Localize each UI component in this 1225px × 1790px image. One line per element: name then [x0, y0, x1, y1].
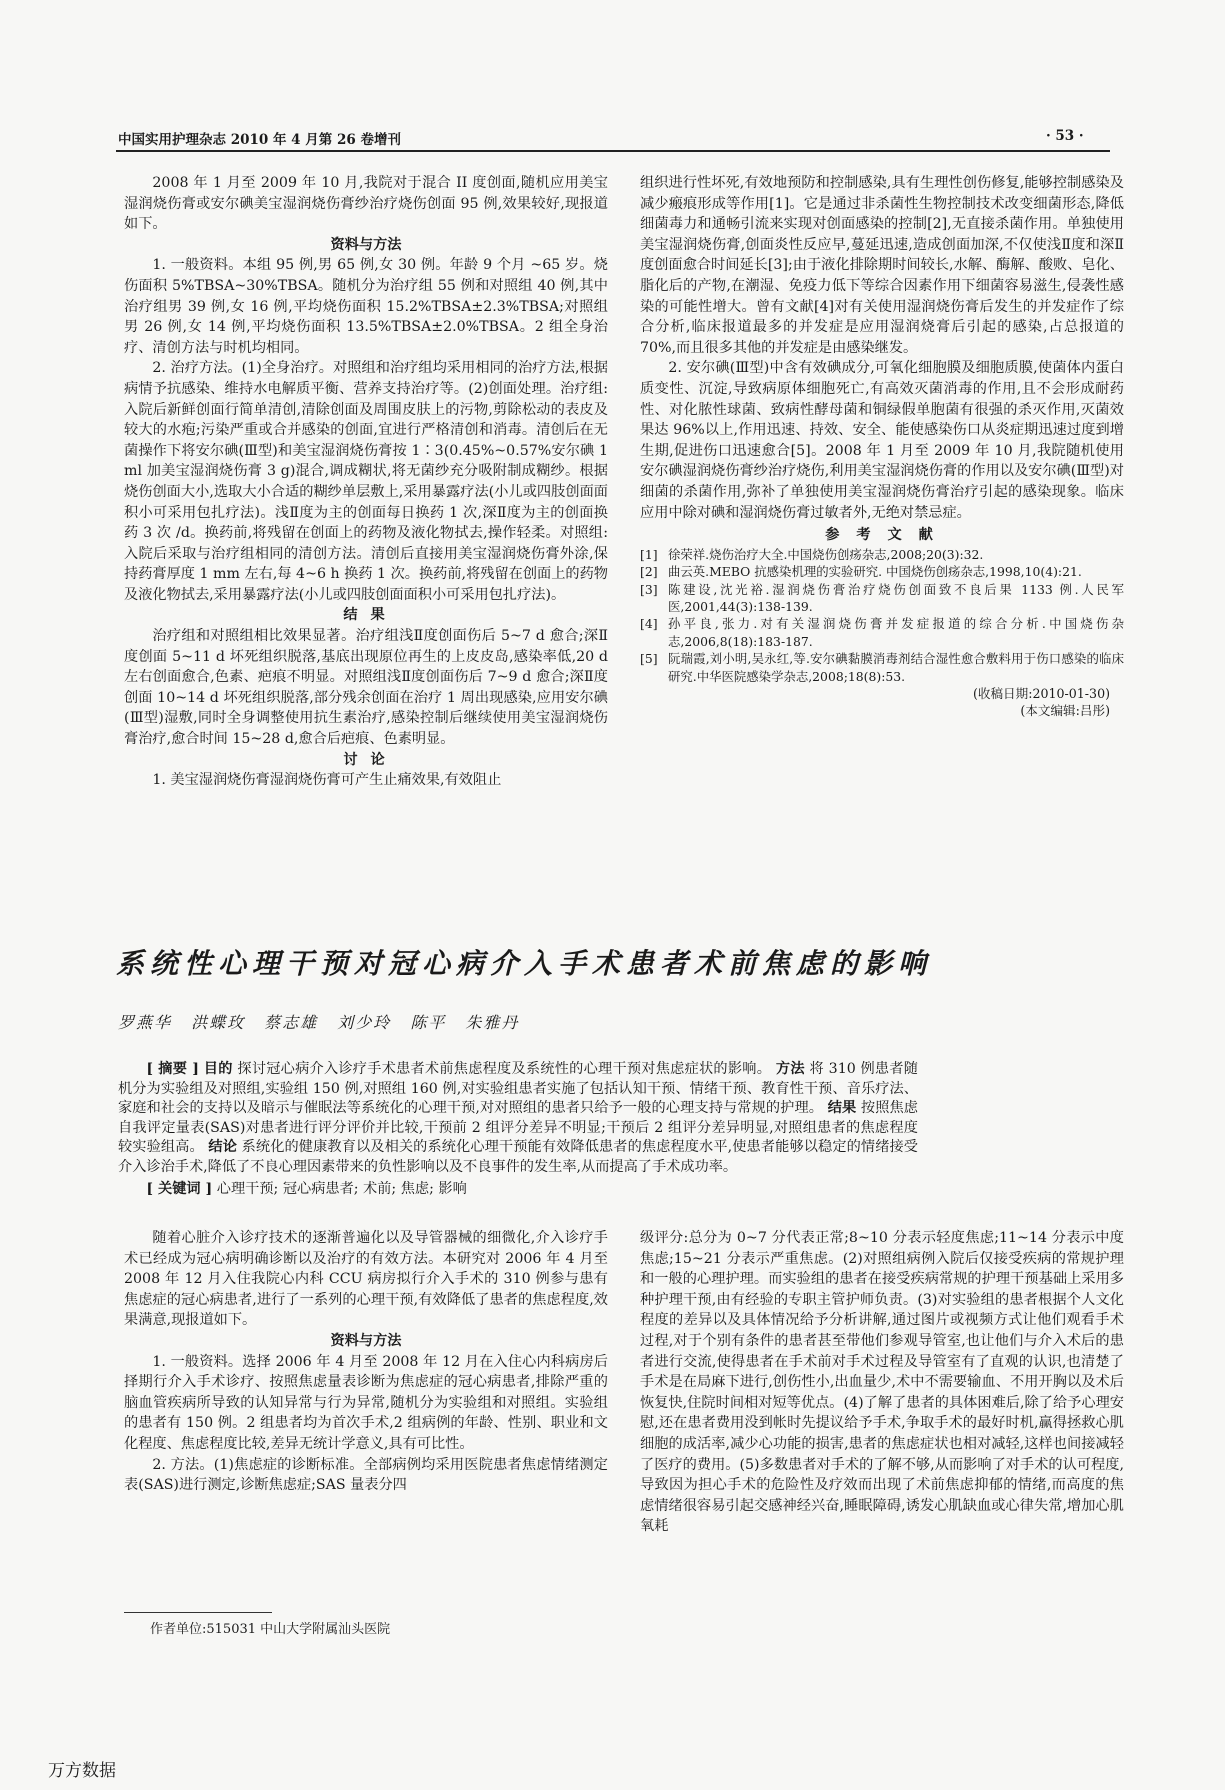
article2-intro: 随着心脏介入诊疗技术的逐渐普遍化以及导管器械的细微化,介入诊疗手术已经成为冠心病明确诊断以及治疗的有效方法。本研究对 2006 年 4 月至 2008 年 12 月入住我院心内科 CCU 病房拟行介入手术的 310 例参与患有焦虑症的冠心病患者,进行了一系列的心理干预,有效降低了患者的焦虑程度,效果满意,现报道如下。 — [124, 1230, 608, 1329]
header-rule — [116, 150, 1110, 152]
article2-right-column — [640, 1228, 1124, 1537]
journal-header: 中国实用护理杂志 2010 年 4 月第 26 卷增刊 — [118, 132, 401, 148]
abstract-goal: 探讨冠心病介入诊疗手术患者术前焦虑程度及系统性的心理干预对焦虑症状的影响。 — [237, 1061, 772, 1077]
article1-discussion-2: 2. 安尔碘(Ⅲ型)中含有效碘成分,可氧化细胞膜及细胞质膜,使菌体内蛋白质变性、沉淀,导致病原体细胞死亡,有高效灭菌消毒的作用,且不会形成耐药性、对化脓性球菌、致病性酵母菌和铜绿假单胞菌有很强的杀灭作用,灭菌效果达 96%以上,作用迅速、持效、安全、能使感染伤口从炎症期迅速过度到增生期,促进伤口迅速愈合[5]。2008 年 1 月至 2009 年 10 月,我院随机使用安尔碘湿润烧伤膏纱治疗烧伤,利用美宝湿润烧伤膏的作用以及安尔碘(Ⅲ型)对细菌的杀菌作用,弥补了单独使用美宝湿润烧伤膏治疗引起的感染现象。临床应用中除对碘和湿润烧伤膏过敏者外,无绝对禁忌症。 — [640, 360, 1124, 521]
abstract-result: 按照焦虑自我评定量表(SAS)对患者进行评分评价并比较,干预前 2 组评分差异不明显;干预后 2 组评分差异明显,对照组患者的焦虑程度较实验组高。 — [118, 1100, 918, 1156]
abstract-paragraph — [118, 1060, 918, 1178]
reference-item: [3] 陈建设,沈光裕.湿润烧伤膏治疗烧伤创面致不良后果 1133 例.人民军医,2001,44(3):138-139. — [640, 581, 1124, 614]
article2-method-2: 2. 方法。(1)焦虑症的诊断标准。全部病例均采用医院患者焦虑情绪测定表(SAS)进行测定,诊断焦虑症;SAS 量表分四 — [124, 1456, 608, 1494]
article1-method-2: 2. 治疗方法。(1)全身治疗。对照组和治疗组均采用相同的治疗方法,根据病情予抗感染、维持水电解质平衡、营养支持治疗等。(2)创面处理。治疗组:入院后新鲜创面行简单清创,清除创面及周围皮肤上的污物,剪除松动的表皮及较大的水疱;污染严重或合并感染的创面,宜进行严格清创和消毒。清创后在无菌操作下将安尔碘(Ⅲ型)和美宝湿润烧伤膏按 1∶3(0.45%~0.57%安尔碘 1 ml 加美宝湿润烧伤膏 3 g)混合,调成糊状,将无菌纱充分吸附制成糊纱。根据烧伤创面大小,选取大小合适的糊纱单层敷上,采用暴露疗法(小儿或四肢创面面积小可采用包扎疗法)。浅Ⅱ度为主的创面每日换药 1 次,深Ⅱ度为主的创面换药 3 次 /d。换药前,将残留在创面上的药物及液化物拭去,操作轻柔。对照组:入院后采取与治疗组相同的清创方法。清创后直接用美宝湿润烧伤膏外涂,保持药膏厚度 1 mm 左右,每 4~6 h 换药 1 次。换药前,将残留在创面上的药物及液化物拭去,采用暴露疗法(小儿或四肢创面面积小可采用包扎疗法)。 — [124, 360, 608, 603]
article2-abstract — [118, 1060, 918, 1199]
article2-methods-heading: 资料与方法 — [330, 1332, 402, 1349]
references-heading: 参 考 文 献 — [825, 527, 939, 544]
article2-title: 系统性心理干预对冠心病介入手术患者术前焦虑的影响 — [116, 947, 933, 980]
article1-methods-heading: 资料与方法 — [330, 236, 402, 253]
abstract-result-label: 结果 — [827, 1100, 857, 1117]
reference-list — [640, 546, 1124, 685]
watermark: 万方数据 — [48, 1761, 116, 1781]
article1-right-column — [640, 173, 1124, 719]
article2-method-1: 1. 一般资料。选择 2006 年 4 月至 2008 年 12 月在入住心内科病房后择期行介入手术诊疗、按照焦虑量表诊断为焦虑症的冠心病患者,排除严重的脑血管疾病所导致的认知异常与行为异常,随机分为实验组和对照组。实验组的患者有 150 例。2 组患者均为首次手术,2 组病例的年龄、性别、职业和文化程度、焦虑程度比较,差异无统计学意义,具有可比性。 — [124, 1353, 608, 1452]
keywords-label: [ 关键词 ] — [146, 1180, 213, 1197]
reference-item: [2] 曲云英.MEBO 抗感染机理的实验研究. 中国烧伤创疡杂志,1998,10(4):21. — [640, 564, 1082, 580]
article1-results: 治疗组和对照组相比效果显著。治疗组浅Ⅱ度创面伤后 5~7 d 愈合;深Ⅱ度创面 5~11 d 坏死组织脱落,基底出现原位再生的上皮皮岛,感染率低,20 d 左右创面愈合,色素、疤痕不明显。对照组浅Ⅱ度创面伤后 7~9 d 愈合;深Ⅱ度创面 10~14 d 坏死组织脱落,部分残余创面在治疗 1 周出现感染,应用安尔碘(Ⅲ型)湿敷,同时全身调整使用抗生素治疗,感染控制后继续使用美宝湿润烧伤膏治疗,愈合时间 15~28 d,愈合后疤痕、色素明显。 — [124, 628, 608, 748]
abstract-conclusion-label: 结论 — [208, 1139, 237, 1156]
footnote-rule — [124, 1612, 272, 1613]
article1-results-heading: 结 果 — [343, 607, 389, 624]
received-date: (收稿日期:2010-01-30) — [972, 685, 1110, 701]
editor-note: (本文编辑:吕彤) — [1020, 702, 1110, 718]
reference-item: [5] 阮瑞霞,刘小明,吴永红,等.安尔碘黏膜消毒剂结合湿性愈合敷料用于伤口感染的临床研究.中华医院感染学杂志,2008;18(8):53. — [640, 651, 1124, 684]
abstract-method: 将 310 例患者随机分为实验组及对照组,实验组 150 例,对照组 160 例,对实验组患者实施了包括认知干预、情绪干预、教育性干预、音乐疗法、家庭和社会的支持以及暗示与催眠法等系统化的心理干预,对对照组的患者只给予一般的心理支持与常规的护理。 — [118, 1061, 918, 1117]
abstract-method-label: 方法 — [775, 1061, 805, 1077]
page-number: · 53 · — [1046, 128, 1084, 144]
author-affiliation: 作者单位:515031 中山大学附属汕头医院 — [150, 1622, 391, 1637]
article1-discussion-1a: 1. 美宝湿润烧伤膏湿润烧伤膏可产生止痛效果,有效阻止 — [152, 772, 502, 789]
abstract-conclusion: 系统化的健康教育以及相关的系统化心理干预能有效降低患者的焦虑程度水平,使患者能够以稳定的情绪接受介入诊治手术,降低了不良心理因素带来的负性影响以及不良事件的发生率,从而提高了手术成功率。 — [118, 1139, 918, 1175]
abstract-goal-label: 目的 — [203, 1061, 233, 1077]
keywords: 心理干预; 冠心病患者; 术前; 焦虑; 影响 — [216, 1180, 467, 1197]
article1-intro: 2008 年 1 月至 2009 年 10 月,我院对于混合 II 度创面,随机应用美宝湿润烧伤膏或安尔碘美宝湿润烧伤膏纱治疗烧伤创面 95 例,效果较好,现报道如下。 — [124, 175, 608, 233]
article1-discussion-1b: 组织进行性坏死,有效地预防和控制感染,具有生理性创伤修复,能够控制感染及减少瘢痕形成等作用[1]。它是通过非杀菌性生物控制技术改变细菌形态,降低细菌毒力和通畅引流来实现对创面感染的控制[2],无直接杀菌作用。单独使用美宝湿润烧伤膏,创面炎性反应早,蔓延迅速,造成创面加深,不仅使浅Ⅱ度和深Ⅱ度创面愈合时间延长[3];由于液化排除期时间较长,水解、酶解、酸败、皂化、脂化后的产物,在潮湿、免疫力低下等综合因素作用下细菌容易滋生,侵袭性感染的可能性增大。曾有文献[4]对有关使用湿润烧伤膏后发生的并发症作了综合分析,临床报道最多的并发症是应用湿润烧膏后引起的感染,占总报道的 70%,而且很多其他的并发症是由感染继发。 — [640, 175, 1124, 356]
abstract-label: [ 摘要 ] — [146, 1061, 200, 1077]
article2-left-column — [124, 1228, 608, 1496]
article2-authors: 罗燕华 洪蝶玫 蔡志雄 刘少玲 陈平 朱雅丹 — [118, 1013, 520, 1032]
article1-discussion-heading: 讨 论 — [343, 751, 389, 768]
reference-item: [1] 徐荣祥.烧伤治疗大全.中国烧伤创疡杂志,2008;20(3):32. — [640, 546, 984, 562]
reference-item: [4] 孙平良,张力.对有关湿润烧伤膏并发症报道的综合分析.中国烧伤杂志,2006,8(18):183-187. — [640, 616, 1124, 649]
article1-method-1: 1. 一般资料。本组 95 例,男 65 例,女 30 例。年龄 9 个月 ~65 岁。烧伤面积 5%TBSA~30%TBSA。随机分为治疗组 55 例和对照组 40 例,其中治疗组男 39 例,女 16 例,平均烧伤面积 15.2%TBSA±2.3%TBSA;对照组男 26 例,女 14 例,平均烧伤面积 13.5%TBSA±2.0%TBSA。2 组全身治疗、清创方法与时机均相同。 — [124, 257, 608, 356]
keywords-line — [118, 1180, 918, 1200]
article2-method-2-continued: 级评分:总分为 0~7 分代表正常;8~10 分表示轻度焦虑;11~14 分表示中度焦虑;15~21 分表示严重焦虑。(2)对照组病例入院后仅接受疾病的常规护理和一般的心理护理。而实验组的患者在接受疾病常规的护理干预基础上采用多种护理干预,由有经验的专职主管护师负责。(3)对实验组的患者根据个人文化程度的差异以及具体情况给予分析讲解,通过图片或视频方式让他们观看手术过程,对于个别有条件的患者甚至带他们参观导管室,也让他们与介入术后的患者进行交流,使得患者在手术前对手术过程及导管室有了直观的认识,也清楚了手术是在局麻下进行,创伤性小,出血量少,术中不需要输血、不用开胸以及术后恢复快,住院时间相对短等优点。(4)了解了患者的具体困难后,除了给予心理安慰,还在患者费用没到帐时先提议给予手术,争取手术的最好时机,赢得拯救心肌细胞的成活率,减少心功能的损害,患者的焦虑症状也相对减轻,这样也间接减轻了医疗的费用。(5)多数患者对手术的了解不够,从而影响了对手术的认可程度,导致因为担心手术的危险性及疗效而出现了术前焦虑抑郁的情绪,而高度的焦虑情绪很容易引起交感神经兴奋,睡眠障碍,诱发心肌缺血或心律失常,增加心肌氧耗 — [640, 1230, 1124, 1535]
article1-left-column — [124, 173, 608, 791]
